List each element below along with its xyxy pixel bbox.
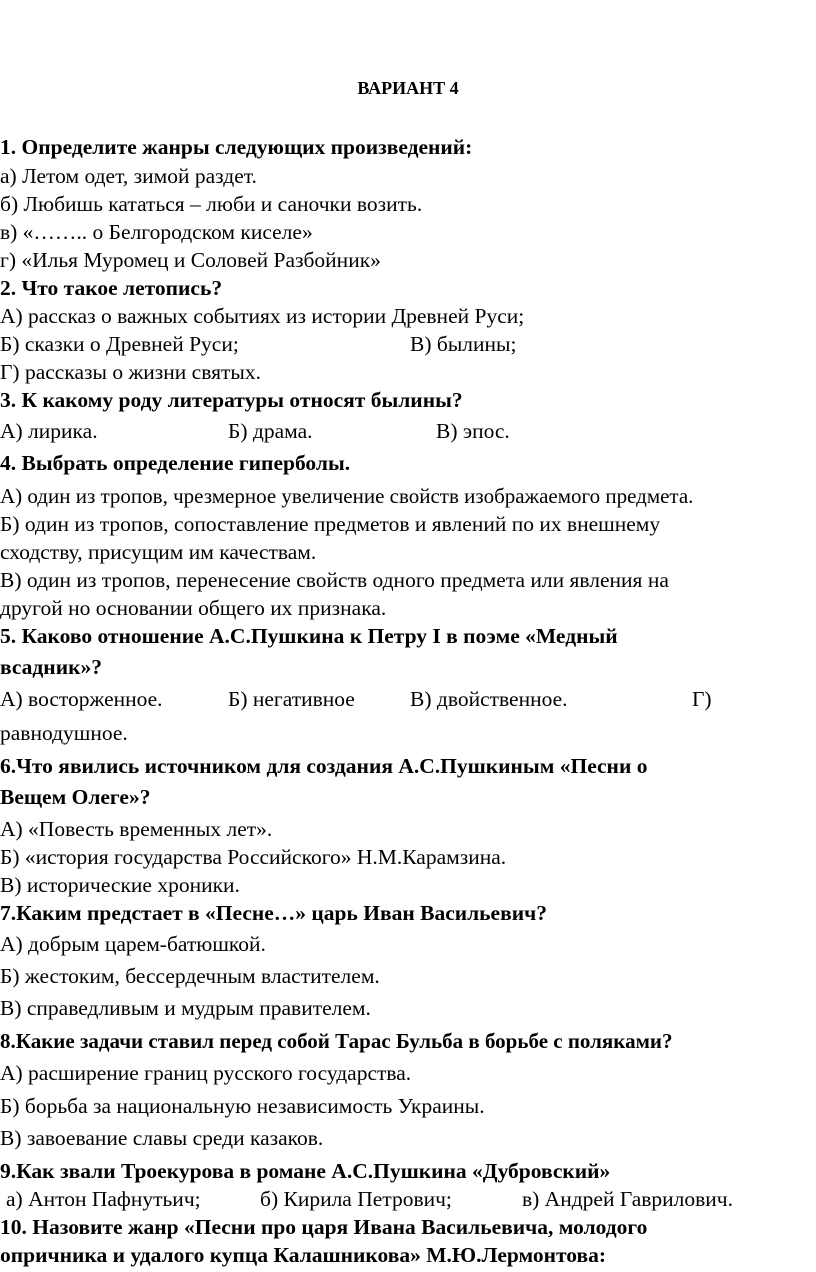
q6-option-b: Б) «история государства Российского» Н.М.Карамзина. — [0, 845, 507, 869]
q4-option-b-line1: Б) один из тропов, сопоставление предметов и явлений по их внешнему — [0, 512, 661, 536]
q8-option-c: В) завоевание славы среди казаков. — [0, 1126, 324, 1150]
question-8: 8.Какие задачи ставил перед собой Тарас Бульба в борьбе с поляками? — [0, 1029, 673, 1053]
q7-option-b: Б) жестоким, бессердечным властителем. — [0, 964, 380, 988]
question-10-line1: 10. Назовите жанр «Песни про царя Ивана Васильевича, молодого — [0, 1215, 648, 1239]
q6-option-a: А) «Повесть временных лет». — [0, 817, 273, 841]
q4-option-b-line2: сходству, присущим им качествам. — [0, 540, 317, 564]
question-1: 1. Определите жанры следующих произведений: — [0, 135, 473, 159]
q8-option-b: Б) борьба за национальную независимость Украины. — [0, 1094, 485, 1118]
q5-option-b: Б) негативное — [228, 687, 355, 711]
q1-option-c: в) «…….. о Белгородском киселе» — [0, 220, 313, 244]
q5-option-d: равнодушное. — [0, 721, 128, 745]
q9-option-b: б) Кирила Петрович; — [260, 1187, 452, 1211]
q8-option-a: А) расширение границ русского государства. — [0, 1061, 412, 1085]
question-4: 4. Выбрать определение гиперболы. — [0, 451, 351, 475]
q3-option-b: Б) драма. — [228, 419, 313, 443]
q6-option-c: В) исторические хроники. — [0, 873, 240, 897]
question-6-line2: Вещем Олеге»? — [0, 785, 151, 809]
q2-option-d: Г) рассказы о жизни святых. — [0, 360, 261, 384]
q1-option-a: а) Летом одет, зимой раздет. — [0, 164, 257, 188]
q2-option-b: Б) сказки о Древней Руси; — [0, 332, 239, 356]
q5-option-d-label: Г) — [692, 687, 712, 711]
q5-option-c: В) двойственное. — [410, 687, 568, 711]
q1-option-b: б) Любишь кататься – люби и саночки возить. — [0, 192, 423, 216]
q3-option-c: В) эпос. — [436, 419, 510, 443]
page-title: ВАРИАНТ 4 — [357, 78, 459, 98]
q7-option-a: А) добрым царем-батюшкой. — [0, 932, 266, 956]
question-6-line1: 6.Что явились источником для создания А.С.Пушкиным «Песни о — [0, 754, 648, 778]
q3-option-a: А) лирика. — [0, 419, 98, 443]
q5-option-a: А) восторженное. — [0, 687, 163, 711]
question-7: 7.Каким предстает в «Песне…» царь Иван Васильевич? — [0, 901, 547, 925]
q4-option-c-line2: другой но основании общего их признака. — [0, 596, 387, 620]
q9-option-c: в) Андрей Гаврилович. — [522, 1187, 734, 1211]
q1-option-d: г) «Илья Муромец и Соловей Разбойник» — [0, 248, 381, 272]
question-9: 9.Как звали Троекурова в романе А.С.Пушкина «Дубровский» — [0, 1159, 611, 1183]
question-5-line1: 5. Каково отношение А.С.Пушкина к Петру I в поэме «Медный — [0, 624, 618, 648]
q7-option-c: В) справедливым и мудрым правителем. — [0, 996, 371, 1020]
question-5-line2: всадник»? — [0, 655, 102, 679]
q2-option-a: А) рассказ о важных событиях из истории Древней Руси; — [0, 304, 525, 328]
q4-option-c-line1: В) один из тропов, перенесение свойств одного предмета или явления на — [0, 568, 669, 592]
question-10-line2: опричника и удалого купца Калашникова» М.Ю.Лермонтова: — [0, 1243, 607, 1267]
q4-option-a: А) один из тропов, чрезмерное увеличение свойств изображаемого предмета. — [0, 484, 694, 508]
question-3: 3. К какому роду литературы относят былины? — [0, 388, 463, 412]
q9-option-a: а) Антон Пафнутьич; — [6, 1187, 201, 1211]
question-2: 2. Что такое летопись? — [0, 276, 223, 300]
q2-option-c: В) былины; — [410, 332, 517, 356]
